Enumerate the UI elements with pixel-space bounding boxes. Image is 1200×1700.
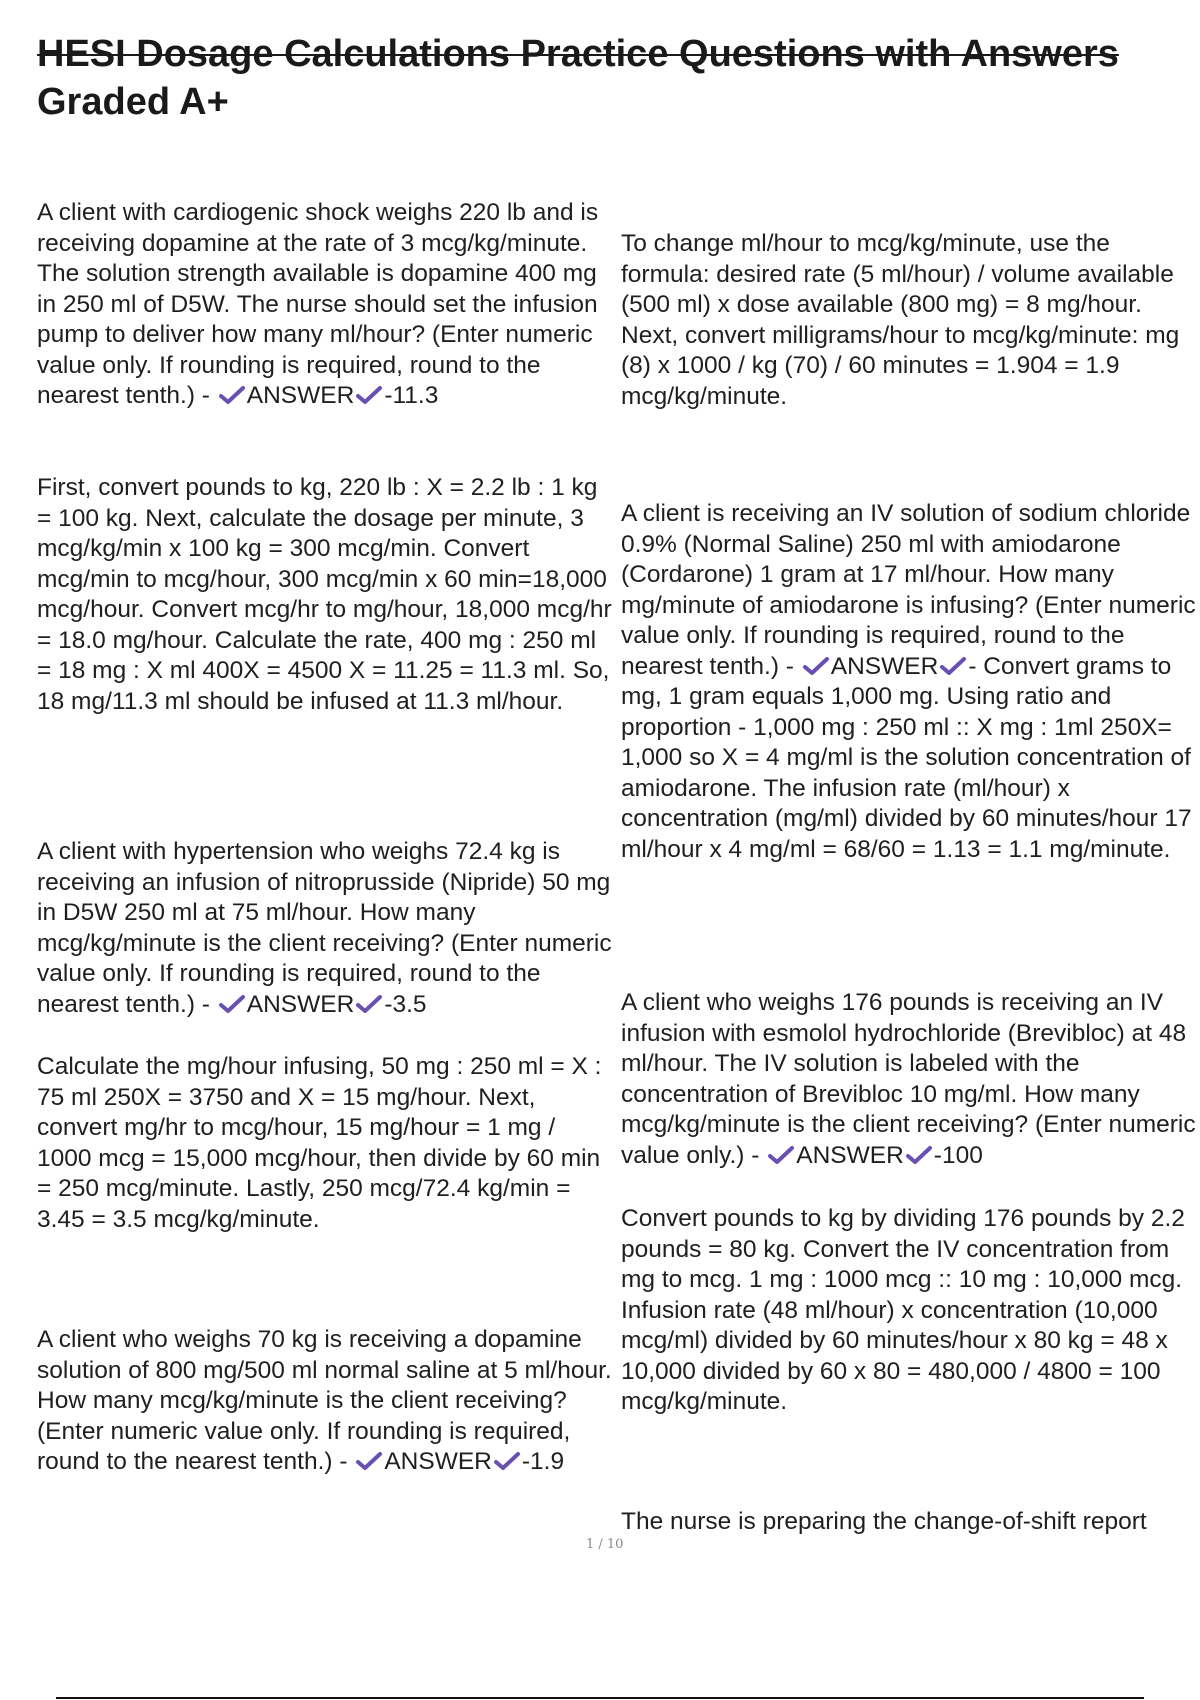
checkmark-icon: [802, 656, 830, 676]
checkmark-icon: [767, 1145, 795, 1165]
question-3: [37, 1325, 615, 1478]
checkmark-icon: [218, 385, 246, 405]
question-1-text: A client with cardiogenic shock weighs 220 lb and is receiving dopamine at the rate of 3 mcg/kg/minute. The solution strength available is dopamine 400 mg in 250 ml of D5W. The nurse should set the infusion pump to deliver how many ml/hour? (Enter numeric value only. If rounding is required, round to the nearest tenth.) -: [37, 199, 599, 409]
answer-value: -100: [933, 1141, 983, 1169]
page-number: 1 / 10: [586, 1537, 624, 1552]
question-1: [37, 198, 615, 412]
question-2-text: A client with hypertension who weighs 72.4 kg is receiving an infusion of nitroprusside (Nipride) 50 mg in D5W 250 ml at 75 ml/hour. How many mcg/kg/minute is the client receiving? (Enter numeric value only. If rounding is required, round to the nearest tenth.) -: [37, 838, 612, 1018]
answer-value: -: [968, 652, 977, 680]
answer-value: -3.5: [384, 990, 427, 1018]
right-column: [621, 0, 1196, 1700]
explanation-1: First, convert pounds to kg, 220 lb : X = 2.2 lb : 1 kg = 100 kg. Next, calculate the dosage per minute, 3 mcg/kg/min x 100 kg = 300 mcg/min. Convert mcg/min to mcg/hour, 300 mcg/min x 60 min=18,000 mcg/hour. Convert mcg/hr to mg/hour, 18,000 mcg/hr = 18.0 mg/hour. Calculate the rate, 400 mg : 250 ml = 18 mg : X ml 400X = 4500 X = 11.25 = 11.3 ml. So, 18 mg/11.3 ml should be infused at 11.3 ml/hour.: [37, 474, 612, 715]
question-4: [621, 499, 1196, 865]
checkmark-icon: [355, 1451, 383, 1471]
title-line-1: HESI Dosage Calculations Practice Questions with Answers: [37, 33, 1119, 75]
left-column: [37, 0, 615, 1700]
question-3-text: A client who weighs 70 kg is receiving a dopamine solution of 800 mg/500 ml normal saline at 5 ml/hour. How many mcg/kg/minute is the client receiving? (Enter numeric value only. If rounding is required, round to the nearest tenth.) -: [37, 1326, 612, 1475]
checkmark-icon: [493, 1451, 521, 1471]
answer-label: ANSWER: [246, 382, 355, 409]
explanation-5: Convert pounds to kg by dividing 176 pounds by 2.2 pounds = 80 kg. Convert the IV concentration from mg to mcg. 1 mg : 1000 mcg :: 10 mg : 10,000 mcg. Infusion rate (48 ml/hour) x concentration (10,000 mcg/ml) divided by 60 minutes/hour x 80 kg = 48 x 10,000 divided by 60 x 80 = 480,000 / 4800 = 100 mcg/kg/minute.: [621, 1205, 1185, 1415]
answer-label: ANSWER: [384, 1448, 492, 1475]
title-line-2: Graded A+: [37, 81, 229, 123]
checkmark-icon: [218, 994, 246, 1014]
question-5-text: A client who weighs 176 pounds is receiving an IV infusion with esmolol hydrochloride (Brevibloc) at 48 ml/hour. The IV solution is labeled with the concentration of Brevibloc 10 mg/ml. How many mcg/kg/minute is the client receiving? (Enter numeric value only.) -: [621, 989, 1196, 1169]
explanation-3: To change ml/hour to mcg/kg/minute, use the formula: desired rate (5 ml/hour) / volume available (500 ml) x dose available (800 mg) = 8 mg/hour. Next, convert milligrams/hour to mcg/kg/minute: mg (8) x 1000 / kg (70) / 60 minutes = 1.904 = 1.9 mcg/kg/minute.: [621, 230, 1180, 410]
question-4-text: A client is receiving an IV solution of sodium chloride 0.9% (Normal Saline) 250 ml with amiodarone (Cordarone) 1 gram at 17 ml/hour. How many mg/minute of amiodarone is infusing? (Enter numeric value only. If rounding is required, round to the nearest tenth.) -: [621, 500, 1196, 680]
explanation-4: Convert grams to mg, 1 gram equals 1,000 mg. Using ratio and proportion - 1,000 mg : 250 ml :: X mg : 1ml 250X= 1,000 so X = 4 mg/ml is the solution concentration of amiodarone. The infusion rate (ml/hour) x concentration (mg/ml) divided by 60 minutes/hour 17 ml/hour x 4 mg/ml = 68/60 = 1.13 = 1.1 mg/minute.: [621, 652, 1192, 863]
checkmark-icon: [905, 1145, 933, 1165]
bottom-divider: [56, 1697, 1144, 1699]
answer-label: ANSWER: [796, 1141, 904, 1169]
question-6: The nurse is preparing the change-of-shift report: [621, 1508, 1147, 1535]
question-5: [621, 988, 1196, 1171]
checkmark-icon: [355, 385, 383, 405]
answer-value: -1.9: [521, 1448, 565, 1475]
checkmark-icon: [355, 994, 383, 1014]
answer-label: ANSWER: [246, 990, 355, 1018]
explanation-2: Calculate the mg/hour infusing, 50 mg : 250 ml = X : 75 ml 250X = 3750 and X = 15 mg/hour. Next, convert mg/hr to mcg/hour, 15 mg/hour = 1 mg / 1000 mcg = 15,000 mcg/hour, then divide by 60 min = 250 mcg/minute. Lastly, 250 mcg/72.4 kg/min = 3.45 = 3.5 mcg/kg/minute.: [37, 1053, 602, 1233]
answer-label: ANSWER: [830, 652, 939, 680]
checkmark-icon: [939, 656, 967, 676]
question-2: [37, 837, 615, 1020]
answer-value: -11.3: [384, 382, 439, 409]
